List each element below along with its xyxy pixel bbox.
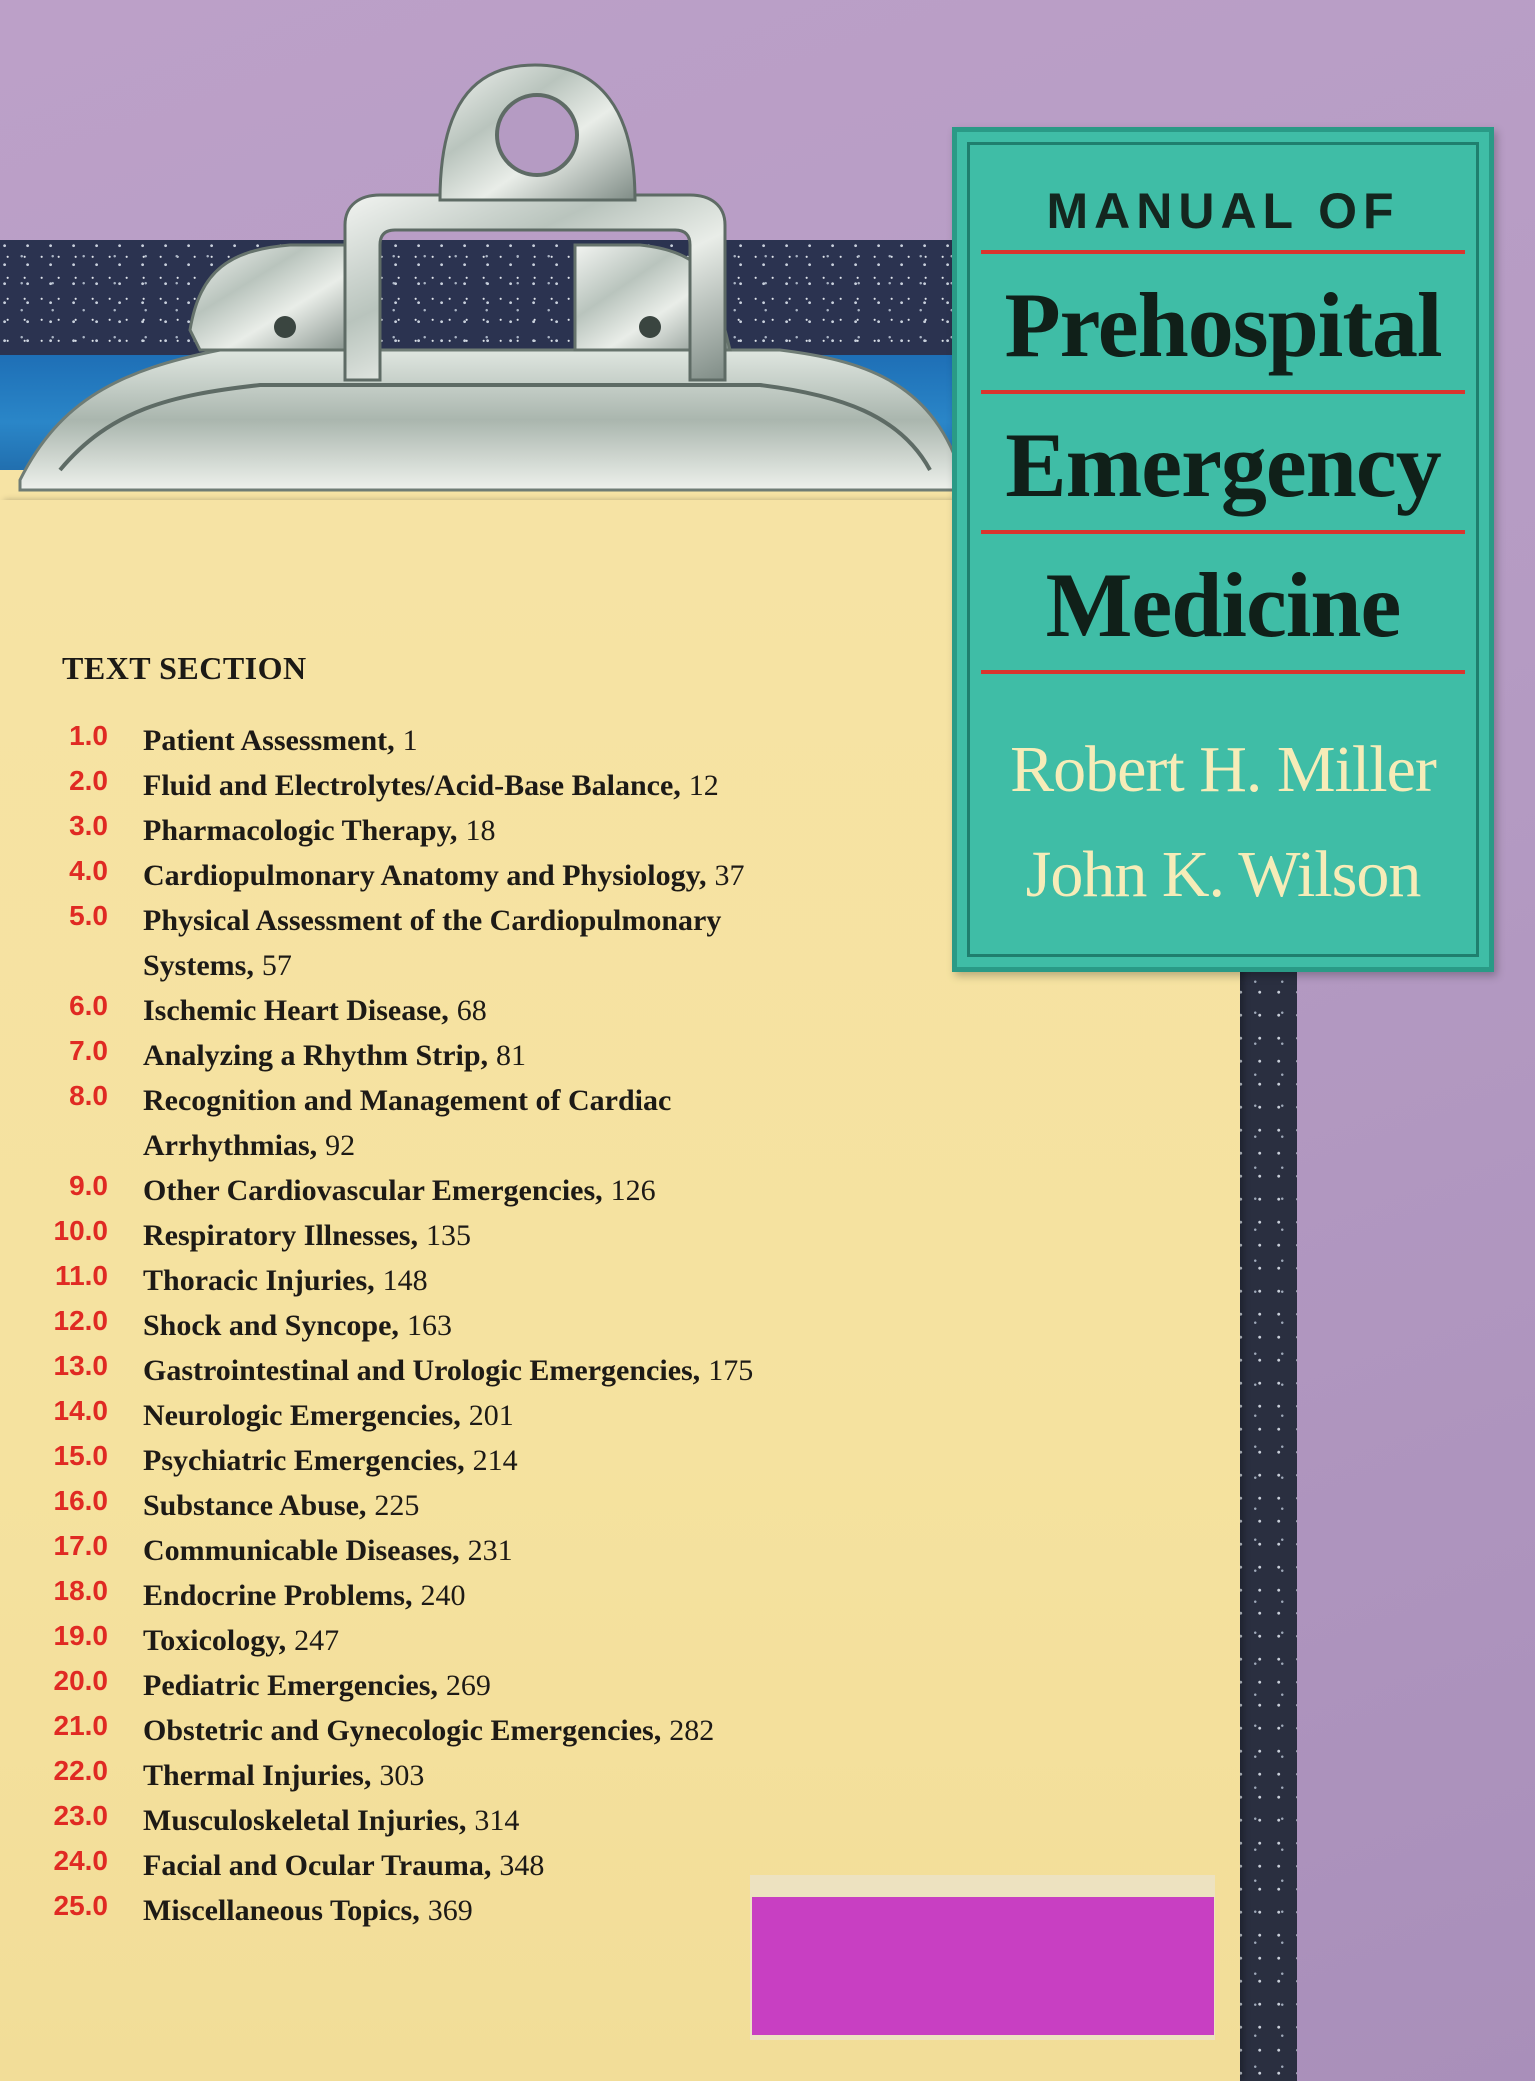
toc-entry-page: 148 [382,1264,428,1297]
title-panel [952,127,1494,972]
toc-entry-text [143,718,973,763]
toc-entry-page: 1 [402,724,418,757]
toc-entry-title: Physical Assessment of the Cardiopulmonary [143,904,722,937]
toc-entry-title: Communicable Diseases, [143,1534,460,1567]
toc-entry-title: Endocrine Problems, [143,1579,413,1612]
toc-entry-title-continued: Systems, [143,949,254,982]
toc-entry-page: 68 [456,994,487,1027]
toc-entry-title: Shock and Syncope, [143,1309,399,1342]
toc-entry-title: Facial and Ocular Trauma, [143,1849,492,1882]
toc-entry [0,1350,1000,1395]
toc-entry-number: 21.0 [53,1710,108,1741]
red-rule [981,670,1465,674]
toc-entry-text [143,1663,973,1708]
toc-entry-page: 348 [499,1849,545,1882]
toc-entry-text [143,853,973,898]
toc-entry-title: Musculoskeletal Injuries, [143,1804,467,1837]
toc-entry-number: 10.0 [53,1215,108,1246]
toc-entry-page: 201 [468,1399,514,1432]
toc-entry-text [143,1213,973,1258]
author-1: Robert H. Miller [1010,733,1436,806]
toc-entry-page: 37 [714,859,745,892]
toc-entry-title: Substance Abuse, [143,1489,367,1522]
toc-entry-number: 14.0 [53,1395,108,1426]
toc-entry-number: 19.0 [53,1620,108,1651]
toc-entry-text [143,1753,973,1798]
toc-entry-text [143,1618,973,1663]
toc-entry-title: Thermal Injuries, [143,1759,372,1792]
toc-entry-page: 231 [467,1534,513,1567]
title-line-3: Medicine [1045,554,1401,656]
toc-entry-text [143,1348,973,1393]
toc-entry-number: 16.0 [53,1485,108,1516]
toc-entry [0,1710,1000,1755]
toc-entry-page: 303 [379,1759,425,1792]
toc-entry-title: Analyzing a Rhythm Strip, [143,1039,489,1072]
toc-entry-page: 225 [374,1489,420,1522]
toc-entry [0,1530,1000,1575]
toc-entry-title: Recognition and Management of Cardiac [143,1084,672,1117]
toc-entry-title: Pediatric Emergencies, [143,1669,438,1702]
toc-entry-text [143,1168,973,1213]
red-rule [981,250,1465,254]
toc-entry-page: 135 [425,1219,471,1252]
toc-entry-text [143,988,973,1033]
toc-entry [0,1395,1000,1440]
toc-entry-text [143,1258,973,1303]
toc-entry-number: 15.0 [53,1440,108,1471]
toc-entry-number: 9.0 [69,1170,108,1201]
toc-entry [0,1620,1000,1665]
toc-entry-page: 92 [325,1129,356,1162]
toc-entry-text [143,1078,973,1168]
toc-entry-page: 12 [688,769,719,802]
toc-entry-page: 126 [610,1174,656,1207]
toc-entry-page: 214 [472,1444,518,1477]
toc-entry-title-continued: Arrhythmias, [143,1129,318,1162]
toc-entry-number: 20.0 [53,1665,108,1696]
toc-entry [0,720,1000,765]
toc-entry-number: 18.0 [53,1575,108,1606]
toc-entry [0,1305,1000,1350]
red-rule [981,530,1465,534]
toc-entry-page: 240 [420,1579,466,1612]
toc-entry-text [143,1483,973,1528]
toc-entry-text [143,898,973,988]
title-line-1: Prehospital [1004,274,1442,376]
toc-entry-title: Fluid and Electrolytes/Acid-Base Balance, [143,769,681,802]
toc-entry-page: 247 [294,1624,340,1657]
toc-entry-page: 282 [669,1714,715,1747]
title-panel-border [967,142,1479,957]
toc-entry-title: Patient Assessment, [143,724,395,757]
author-2: John K. Wilson [1025,838,1421,911]
clipboard-clip-icon [0,50,1000,530]
title-prefix: MANUAL OF [1046,183,1400,239]
toc-entry-number: 17.0 [53,1530,108,1561]
toc-entry-title: Thoracic Injuries, [143,1264,375,1297]
toc-entry [0,810,1000,855]
toc-entry-number: 7.0 [69,1035,108,1066]
toc-entry [0,1260,1000,1305]
toc-entry-page: 314 [474,1804,520,1837]
toc-entry-text [143,1033,973,1078]
toc-entry-number: 1.0 [69,720,108,751]
toc-entry-title: Respiratory Illnesses, [143,1219,418,1252]
toc-entry-text [143,763,973,808]
toc-entry-number: 22.0 [53,1755,108,1786]
red-rule [981,390,1465,394]
toc-entry-title: Gastrointestinal and Urologic Emergencies, [143,1354,701,1387]
toc-heading: TEXT SECTION [62,650,307,686]
toc-entry-number: 8.0 [69,1080,108,1111]
toc-entry-number: 23.0 [53,1800,108,1831]
toc-entry-page: 175 [708,1354,754,1387]
toc-entry [0,1485,1000,1530]
toc-entry-page: 163 [406,1309,452,1342]
toc-entry-title: Ischemic Heart Disease, [143,994,449,1027]
toc-entry-number: 2.0 [69,765,108,796]
magenta-sticker [752,1897,1214,2035]
toc-entry [0,1440,1000,1485]
toc-entry-number: 12.0 [53,1305,108,1336]
toc-entry [0,1035,1000,1080]
toc-entry [0,900,1000,990]
toc-entry-number: 3.0 [69,810,108,841]
toc-entry-text [143,1798,973,1843]
toc-entry-title: Other Cardiovascular Emergencies, [143,1174,603,1207]
toc-entry [0,1755,1000,1800]
toc-entry-text [143,1303,973,1348]
toc-entry [0,855,1000,900]
toc-entry-page: 269 [445,1669,491,1702]
toc-entry-number: 13.0 [53,1350,108,1381]
toc-entry [0,1080,1000,1170]
toc-entry-title: Toxicology, [143,1624,287,1657]
toc-entry-text [143,1528,973,1573]
title-line-2: Emergency [1005,414,1441,516]
toc-entry [0,990,1000,1035]
toc-entry-page: 369 [427,1894,473,1927]
toc-entry [0,765,1000,810]
toc-entry-text [143,1573,973,1618]
toc-entry-number: 11.0 [55,1260,108,1291]
toc-entry-text [143,1708,973,1753]
toc-entry-title: Miscellaneous Topics, [143,1894,420,1927]
toc-entry [0,1170,1000,1215]
toc-entry-text [143,1438,973,1483]
toc-entry [0,1575,1000,1620]
toc-entry-number: 24.0 [53,1845,108,1876]
toc-entry-page: 57 [261,949,292,982]
toc-entry-title: Cardiopulmonary Anatomy and Physiology, [143,859,707,892]
toc-entry-number: 4.0 [69,855,108,886]
table-of-contents [0,720,1000,1935]
toc-entry-title: Pharmacologic Therapy, [143,814,458,847]
toc-entry [0,1215,1000,1260]
clipboard-board-right-edge [1235,960,1297,2081]
toc-entry-title: Neurologic Emergencies, [143,1399,461,1432]
toc-entry [0,1800,1000,1845]
toc-entry-number: 6.0 [69,990,108,1021]
toc-entry-text [143,808,973,853]
toc-entry-text [143,1393,973,1438]
toc-entry-number: 25.0 [53,1890,108,1921]
toc-entry-title: Obstetric and Gynecologic Emergencies, [143,1714,662,1747]
toc-entry [0,1665,1000,1710]
toc-entry-number: 5.0 [69,900,108,931]
toc-entry-page: 18 [465,814,496,847]
toc-entry-page: 81 [496,1039,527,1072]
toc-entry-title: Psychiatric Emergencies, [143,1444,465,1477]
